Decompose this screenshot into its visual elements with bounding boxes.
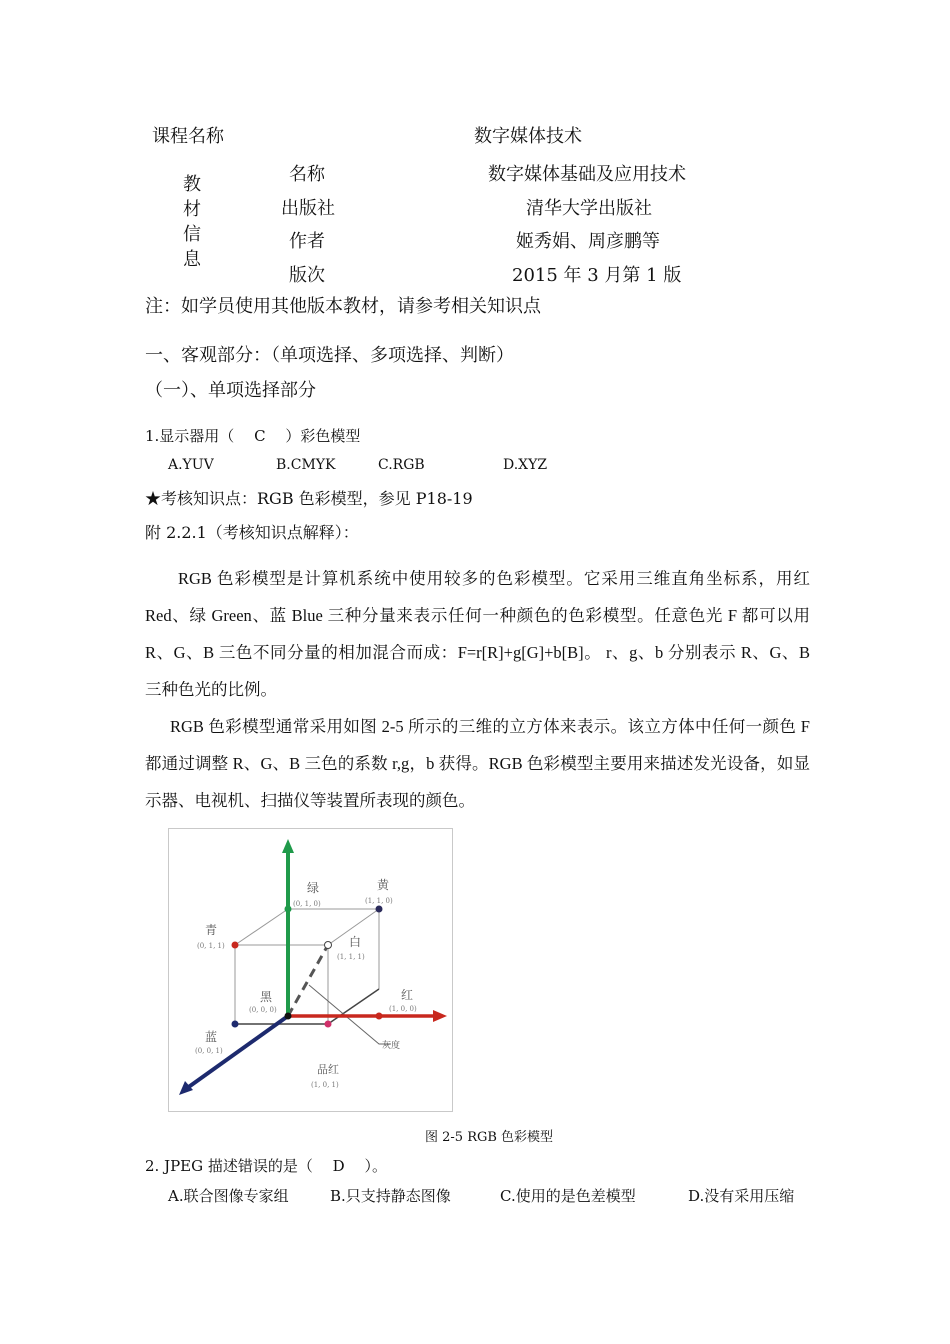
gray-diagonal — [288, 945, 328, 1016]
section-subheading: （一）、单项选择部分 — [145, 380, 316, 401]
label-cyan-coord: (0, 1, 1) — [197, 942, 225, 950]
q2-stem: 2. JPEG 描述错误的是（ D ）。 — [145, 1157, 387, 1175]
q1-option-a: A.YUV — [168, 457, 214, 473]
red-axis-arrow — [433, 1010, 447, 1022]
label-blue-coord: (0, 0, 1) — [195, 1047, 223, 1055]
row-label-publisher: 出版社 — [281, 198, 335, 219]
point-white — [325, 942, 332, 949]
q2-option-c: C.使用的是色差模型 — [500, 1187, 636, 1205]
q1-knowledge-point: ★考核知识点：RGB 色彩模型，参见 P18-19 — [145, 489, 473, 508]
label-black-coord: (0, 0, 0) — [249, 1006, 277, 1014]
rgb-cube-figure — [168, 828, 453, 1112]
point-black — [285, 1013, 292, 1020]
row-label-author: 作者 — [289, 231, 325, 252]
row-value-edition: 2015 年 3 月第 1 版 — [512, 265, 682, 286]
q1-option-d: D.XYZ — [503, 457, 548, 473]
row-label-name: 名称 — [289, 164, 325, 185]
point-blue — [232, 1021, 239, 1028]
label-cyan: 青 — [205, 923, 218, 937]
point-yellow — [376, 906, 383, 913]
label-red-coord: (1, 0, 0) — [389, 1005, 417, 1013]
q2-option-d: D.没有采用压缩 — [688, 1187, 795, 1205]
point-red — [376, 1013, 383, 1020]
edge-magenta-red — [328, 989, 379, 1024]
label-magenta: 品红 — [317, 1063, 339, 1076]
section-heading: 一、客观部分：（单项选择、多项选择、判断） — [145, 345, 514, 366]
label-magenta-coord: (1, 0, 1) — [311, 1081, 339, 1089]
label-green-coord: (0, 1, 0) — [293, 900, 321, 908]
textbook-label: 教材信息 — [183, 174, 201, 270]
label-green: 绿 — [307, 881, 320, 895]
label-yellow-coord: (1, 1, 0) — [365, 897, 393, 905]
rgb-cube-svg — [169, 829, 452, 1111]
q1-appendix: 附 2.2.1（考核知识点解释）： — [145, 523, 359, 542]
row-value-author: 姬秀娟、周彦鹏等 — [516, 231, 660, 252]
green-axis-arrow — [282, 839, 294, 853]
point-green — [285, 906, 292, 913]
course-label: 课程名称 — [152, 126, 224, 147]
note-text: 注：如学员使用其他版本教材，请参考相关知识点 — [145, 296, 541, 317]
row-label-edition: 版次 — [289, 265, 325, 286]
label-blue: 蓝 — [205, 1030, 218, 1044]
q2-option-a: A.联合图像专家组 — [168, 1187, 289, 1205]
q1-explanation-paragraph-2: RGB 色彩模型通常采用如图 2-5 所示的三维的立方体来表示。该立方体中任何一颜色 F 都通过调整 R、G、B 三色的系数 r,g，b 获得。RGB 色彩模型主要用来描述发光设备，如显示器、电视机、扫描仪等装置所表现的颜色。 — [145, 717, 810, 810]
q2-option-b: B.只支持静态图像 — [330, 1187, 451, 1205]
q1-stem: 1.显示器用（ C ）彩色模型 — [145, 427, 361, 445]
point-cyan — [232, 942, 239, 949]
figure-caption: 图 2-5 RGB 色彩模型 — [425, 1130, 554, 1145]
label-gray: 灰度 — [382, 1041, 401, 1051]
edge-cyan-green — [235, 909, 288, 945]
point-magenta — [325, 1021, 332, 1028]
label-yellow: 黄 — [377, 878, 390, 892]
row-value-publisher: 清华大学出版社 — [526, 198, 652, 219]
q1-explanation-paragraph-1: RGB 色彩模型是计算机系统中使用较多的色彩模型。它采用三维直角坐标系，用红 Red、绿 Green、蓝 Blue 三种分量来表示任何一种颜色的色彩模型。任意色光 F 都可以用 R、G、B 三色不同分量的相加混合而成：F=r[R]+g[G]+b[B]。 r、g、b 分别表示 R、G、B 三种色光的比例。 — [145, 569, 810, 699]
label-black: 黑 — [260, 990, 273, 1004]
q1-option-c: C.RGB — [378, 457, 425, 473]
course-value: 数字媒体技术 — [474, 126, 582, 147]
label-white-coord: (1, 1, 1) — [337, 953, 365, 961]
q1-option-b: B.CMYK — [276, 457, 336, 473]
row-value-name: 数字媒体基础及应用技术 — [488, 164, 686, 185]
label-red: 红 — [401, 988, 414, 1002]
label-white: 白 — [349, 935, 362, 949]
